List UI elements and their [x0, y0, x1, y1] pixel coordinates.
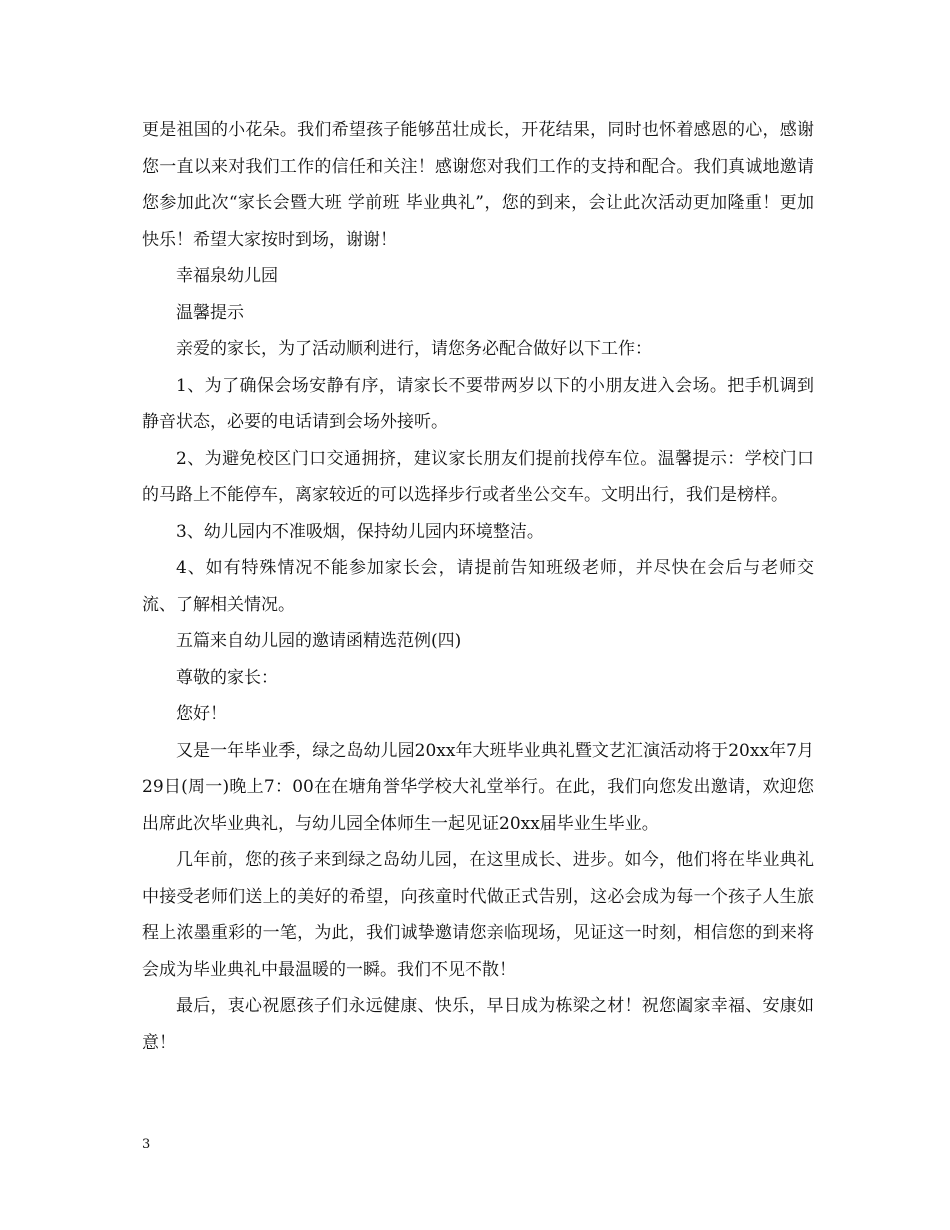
paragraph-10: 尊敬的家长：: [176, 667, 278, 688]
paragraph-4: 亲爱的家长，为了活动顺利进行，请您务必配合做好以下工作：: [176, 339, 652, 359]
paragraph-7: 3、幼儿园内不准吸烟，保持幼儿园内环境整洁。: [176, 521, 544, 542]
paragraph-13: 几年前，您的孩子来到绿之岛幼儿园，在这里成长、进步。如今，他们将在毕业典礼中接受老师们送上的美好的希望，向孩童时代做正式告别，这必会成为每一个孩子人生旅程上浓墨重彩的一笔，为此，我们诚挚邀请您亲临现场，见证这一时刻，相信您的到来将会成为毕业典礼中最温暖的一瞬。我们不见不散！: [142, 850, 814, 980]
paragraph-2: 幸福泉幼儿园: [176, 266, 278, 286]
paragraph-1: 更是祖国的小花朵。我们希望孩子能够茁壮成长，开花结果，同时也怀着感恩的心，感谢您一直以来对我们工作的信任和关注！感谢您对我们工作的支持和配合。我们真诚地邀请您参加此次“家长会暨大班 学前班 毕业典礼”，您的到来，会让此次活动更加隆重！更加快乐！希望大家按时到场，谢谢！: [142, 120, 814, 250]
paragraph-12: 又是一年毕业季，绿之岛幼儿园20xx年大班毕业典礼暨文艺汇演活动将于20xx年7月29日(周一)晚上7：00在在塘角誉华学校大礼堂举行。在此，我们向您发出邀请，欢迎您出席此次毕业典礼，与幼儿园全体师生一起见证20xx届毕业生毕业。: [142, 740, 814, 834]
paragraph-6: 2、为避免校区门口交通拥挤，建议家长朋友们提前找停车位。温馨提示：学校门口的马路上不能停车，离家较近的可以选择步行或者坐公交车。文明出行，我们是榜样。: [142, 448, 814, 505]
document-body: [142, 112, 814, 1061]
paragraph-8: 4、如有特殊情况不能参加家长会，请提前告知班级老师，并尽快在会后与老师交流、了解相关情况。: [142, 558, 814, 615]
paragraph-3: 温馨提示: [176, 302, 244, 323]
page-number: 3: [142, 1137, 151, 1152]
paragraph-5: 1、为了确保会场安静有序，请家长不要带两岁以下的小朋友进入会场。把手机调到静音状态，必要的电话请到会场外接听。: [142, 375, 814, 432]
paragraph-11: 您好！: [176, 704, 227, 724]
paragraph-14: 最后，衷心祝愿孩子们永远健康、快乐，早日成为栋梁之材！祝您阖家幸福、安康如意！: [142, 996, 814, 1053]
paragraph-9: 五篇来自幼儿园的邀请函精选范例(四): [176, 631, 462, 651]
